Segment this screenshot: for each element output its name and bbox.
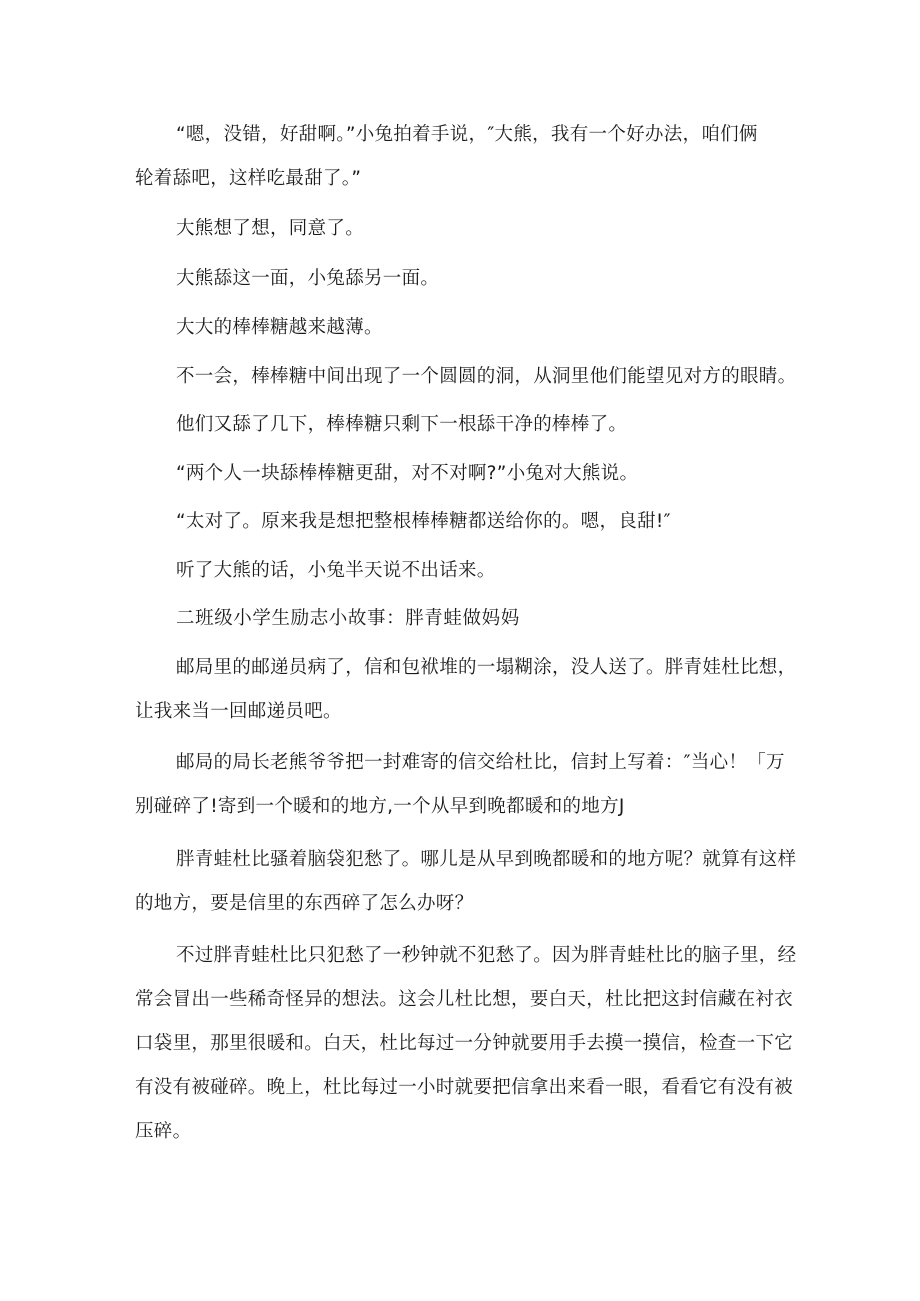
paragraph-5 [135, 355, 795, 399]
paragraph-13 [135, 838, 795, 926]
text-line: 口袋里，那里很暖和。白天，杜比每过一分钟就要用手去摸一摸信，检查一下它 [135, 1033, 794, 1054]
paragraph-8 [135, 500, 795, 544]
story-title [135, 597, 795, 641]
text-line: 让我来当一回邮递员吧。 [135, 701, 342, 722]
paragraph-6 [135, 403, 795, 447]
paragraph-2 [135, 207, 795, 251]
text-line: 不一会，棒棒糖中间出现了一个圆圆的洞，从洞里他们能望见对方的眼睛。 [176, 366, 797, 387]
text-line: 大大的棒棒糖越来越薄。 [176, 317, 383, 338]
paragraph-3 [135, 257, 795, 301]
paragraph-11 [135, 646, 795, 734]
text-line: “太对了。原来我是想把整根棒棒糖都送给你的。嗯，良甜!″ [176, 511, 671, 532]
text-line: 别碰碎了!寄到一个暖和的地方,一个从早到晚都暖和的地方J [135, 796, 625, 817]
text-line: 轮着舔吧，这样吃最甜了。” [135, 168, 362, 189]
text-line: 他们又舔了几下，棒棒糖只剩下一根舔干净的棒棒了。 [176, 414, 628, 435]
text-line: 胖青蛙杜比骚着脑袋犯愁了。哪儿是从早到晚都暖和的地方呢？就算有这样 [176, 849, 797, 870]
paragraph-4 [135, 306, 795, 350]
paragraph-12 [135, 741, 795, 829]
text-line: 不过胖青蛙杜比只犯愁了一秒钟就不犯愁了。因为胖青蛙杜比的脑子里，经 [176, 945, 797, 966]
paragraph-14 [135, 934, 795, 1154]
text-line: 邮局里的邮递员病了，信和包袱堆的一塌糊涂，没人送了。胖青娃杜比想， [176, 657, 797, 678]
paragraph-9 [135, 549, 795, 593]
text-line: 大熊舔这一面，小兔舔另一面。 [176, 268, 440, 289]
paragraph-7 [135, 452, 795, 496]
paragraph-1 [135, 113, 795, 201]
text-line: 邮局的局长老熊爷爷把一封难寄的信交给杜比，信封上写着：″当心！「万 [176, 752, 785, 773]
text-line: 大熊想了想，同意了。 [176, 218, 365, 239]
text-line: 听了大熊的话，小兔半天说不出话来。 [176, 560, 496, 581]
text-line: “两个人一块舔棒棒糖更甜，对不对啊?”小兔对大熊说。 [176, 463, 639, 484]
text-line: 常会冒出一些稀奇怪异的想法。这会儿杜比想，要白天，杜比把这封信藏在衬衣 [135, 989, 794, 1010]
text-line: “嗯，没错，好甜啊。”小兔拍着手说，″大熊，我有一个好办法，咱们俩 [176, 124, 758, 145]
text-line: 有没有被碰碎。晚上，杜比每过一小时就要把信拿出来看一眼，看看它有没有被 [135, 1077, 794, 1098]
text-line: 的地方，要是信里的东西碎了怎么办呀？ [135, 893, 474, 914]
text-line: 压碎。 [135, 1121, 192, 1142]
text-line: 二班级小学生励志小故事：胖青蛙做妈妈 [176, 608, 520, 629]
